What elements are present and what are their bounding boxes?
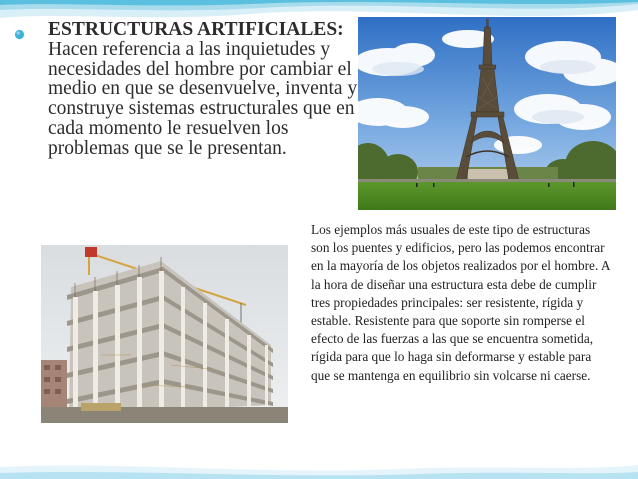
bullet-icon [14,29,25,40]
heading-bold: ESTRUCTURAS ARTIFICIALES: [48,19,344,40]
body-text [48,20,358,159]
bottom-wave-decoration [0,453,638,479]
building-construction-photo [41,245,288,423]
eiffel-tower-photo [358,17,616,210]
caption-text: Los ejemplos más usuales de este tipo de estructuras son los puentes y edificios, pero las podemos encontrar en la mayoría de los objetos realizados por el hombre. A la hora de diseñar una estructura esta debe de cumplir tres propiedades principales: ser resistente, rígida y estable. Resistente para que soporte sin romperse el efecto de las fuerzas a las que se encuentra sometida, rígida para que lo haga sin deformarse y estable para que se mantenga en equilibrio sin volcarse ni caerse. [311,222,610,383]
heading-rest: Hacen referencia a las inquietudes y necesidades del hombre por cambiar el medio en que se desenvuelve, inventa y construye sistemas estructurales que en cada momento le resuelven los problemas que se le presentan. [48,38,358,159]
